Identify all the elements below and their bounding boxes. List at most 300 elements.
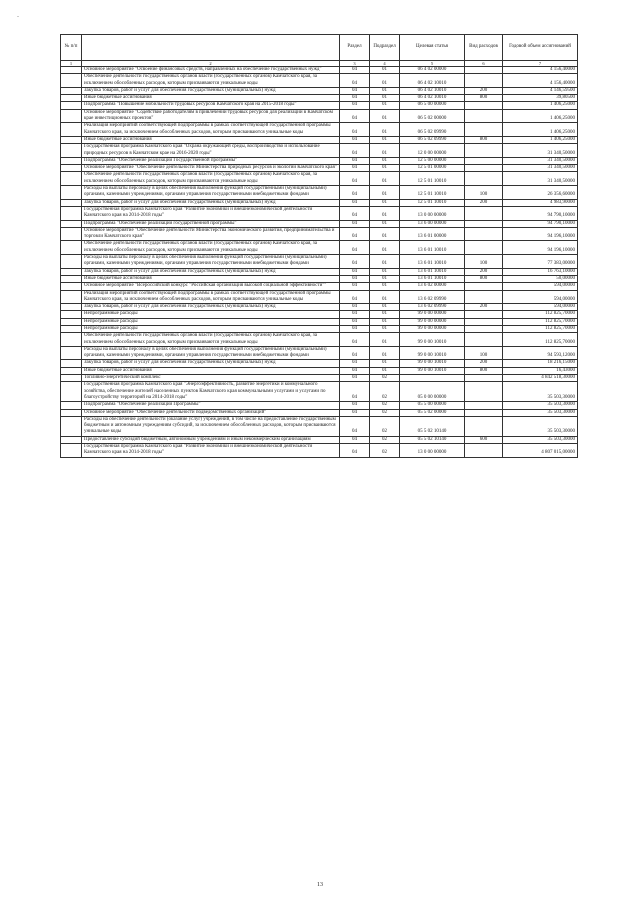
row-target-article-cell: 13 6 02 00000 <box>400 283 465 290</box>
table-row <box>61 165 578 172</box>
row-expense-type-cell <box>465 416 503 436</box>
table-row <box>61 325 578 332</box>
row-subsection-cell: 01 <box>370 144 400 158</box>
row-section-cell: 04 <box>340 268 370 275</box>
row-amount-cell: 35 503,30000 <box>503 382 578 402</box>
row-section-cell: 04 <box>340 318 370 325</box>
row-name-cell: Обеспечение деятельности государственных органов власти (государственных органов) Камчатского края, за исключением обособленных расходов, которым присваиваются уникальные коды <box>82 172 340 186</box>
row-subsection-cell: 01 <box>370 220 400 227</box>
row-number-cell <box>61 109 82 123</box>
row-target-article-cell: 13 0 00 00000 <box>400 444 465 458</box>
row-number-cell <box>61 283 82 290</box>
row-expense-type-cell <box>465 165 503 172</box>
row-name-cell: Государственная программа Камчатского края "Развитие экономики и внешнеэкономической деятельности Камчатского края на 2014-2018 годы" <box>82 206 340 220</box>
header-number: № п/п <box>61 35 82 61</box>
row-section-cell: 04 <box>340 290 370 304</box>
row-amount-cell: 4 146,59500 <box>503 87 578 94</box>
row-amount-cell: 94 593,12000 <box>503 346 578 360</box>
row-number-cell <box>61 290 82 304</box>
row-section-cell: 04 <box>340 87 370 94</box>
row-target-article-cell: 12 5 01 00000 <box>400 165 465 172</box>
row-subsection-cell: 01 <box>370 311 400 318</box>
row-section-cell: 04 <box>340 275 370 282</box>
row-amount-cell: 112 825,70000 <box>503 325 578 332</box>
row-amount-cell: 4 983,90000 <box>503 199 578 206</box>
row-expense-type-cell <box>465 283 503 290</box>
row-subsection-cell: 02 <box>370 409 400 416</box>
table-row <box>61 157 578 164</box>
table-row <box>61 436 578 443</box>
row-target-article-cell: 12 5 01 10010 <box>400 186 465 200</box>
header-annual-amount: Годовой объем ассигнований <box>503 35 578 61</box>
row-name-cell: Расходы на выплаты персоналу в целях обеспечения выполнения функций государственными (муниципальными) органами, казенными учреждениями, органами управления государственными внебюджетными фондами <box>82 346 340 360</box>
row-amount-cell: 31 340,50000 <box>503 157 578 164</box>
row-name-cell: Непрограммные расходы <box>82 318 340 325</box>
row-section-cell: 04 <box>340 227 370 241</box>
row-amount-cell: 35 503,30000 <box>503 436 578 443</box>
row-name-cell: Обеспечение деятельности государственных органов власти (государственных органов) Камчатского края, за исключением обособленных расходов, которым присваиваются уникальные коды <box>82 333 340 347</box>
row-section-cell: 04 <box>340 220 370 227</box>
row-number-cell <box>61 346 82 360</box>
row-subsection-cell: 01 <box>370 136 400 143</box>
row-amount-cell: 16,43000 <box>503 367 578 374</box>
row-number-cell <box>61 275 82 282</box>
row-number-cell <box>61 241 82 255</box>
row-expense-type-cell <box>465 241 503 255</box>
row-target-article-cell: 99 0 00 10010 <box>400 360 465 367</box>
row-number-cell <box>61 95 82 102</box>
row-number-cell <box>61 67 82 74</box>
row-amount-cell: 1 406,25000 <box>503 109 578 123</box>
row-subsection-cell: 01 <box>370 290 400 304</box>
row-number-cell <box>61 318 82 325</box>
row-subsection-cell: 01 <box>370 165 400 172</box>
row-section-cell: 04 <box>340 360 370 367</box>
row-name-cell: Закупка товаров, работ и услуг для обеспечения государственных (муниципальных) нужд <box>82 360 340 367</box>
row-section-cell: 04 <box>340 144 370 158</box>
row-target-article-cell: 06 5 02 09990 <box>400 123 465 137</box>
row-amount-cell: 4 156,40000 <box>503 67 578 74</box>
row-subsection-cell: 01 <box>370 87 400 94</box>
row-section-cell: 04 <box>340 402 370 409</box>
row-expense-type-cell: 800 <box>465 367 503 374</box>
row-name-cell: Предоставление субсидий бюджетным, автономным учреждениям и иным некоммерческим организациям <box>82 436 340 443</box>
table-row <box>61 220 578 227</box>
row-target-article-cell: 13 6 00 00000 <box>400 220 465 227</box>
row-name-cell: Реализация мероприятий соответствующей подпрограммы в рамках соответствующей государственной программы Камчатского края, за исключением обособленных расходов, которым присваиваются уникальные коды <box>82 123 340 137</box>
row-target-article-cell: 06 4 02 10010 <box>400 74 465 88</box>
table-row <box>61 241 578 255</box>
row-amount-cell: 94 790,10000 <box>503 206 578 220</box>
row-number-cell <box>61 333 82 347</box>
budget-table <box>60 34 578 458</box>
row-name-cell: Обеспечение деятельности государственных органов власти (государственных органов) Камчатского края, за исключением обособленных расходов, которым присваиваются уникальные коды <box>82 74 340 88</box>
column-number: 3 <box>340 61 370 67</box>
row-section-cell: 04 <box>340 165 370 172</box>
row-target-article-cell <box>400 375 465 382</box>
table-row <box>61 67 578 74</box>
row-subsection-cell: 01 <box>370 157 400 164</box>
row-amount-cell: 39,80500 <box>503 95 578 102</box>
row-number-cell <box>61 436 82 443</box>
table-row <box>61 102 578 109</box>
row-subsection-cell: 01 <box>370 333 400 347</box>
row-subsection-cell: 01 <box>370 109 400 123</box>
row-number-cell <box>61 409 82 416</box>
row-target-article-cell: 13 6 01 10010 <box>400 255 465 269</box>
row-expense-type-cell: 200 <box>465 268 503 275</box>
table-row <box>61 144 578 158</box>
row-target-article-cell: 13 6 01 00000 <box>400 227 465 241</box>
row-target-article-cell: 99 0 00 10010 <box>400 346 465 360</box>
row-amount-cell: 26 356,60000 <box>503 186 578 200</box>
page-mark: - <box>17 14 19 20</box>
row-subsection-cell: 01 <box>370 346 400 360</box>
row-number-cell <box>61 136 82 143</box>
header-subsection: Подраздел <box>370 35 400 61</box>
row-target-article-cell: 99 0 00 10010 <box>400 367 465 374</box>
row-target-article-cell: 06 5 00 00000 <box>400 102 465 109</box>
table-row <box>61 109 578 123</box>
row-section-cell: 04 <box>340 157 370 164</box>
header-expense-type: Вид расходов <box>465 35 503 61</box>
row-amount-cell: 18 216,15000 <box>503 360 578 367</box>
table-row <box>61 304 578 311</box>
table-row <box>61 382 578 402</box>
row-amount-cell: 77 383,00000 <box>503 255 578 269</box>
row-subsection-cell: 01 <box>370 123 400 137</box>
row-subsection-cell: 02 <box>370 382 400 402</box>
row-section-cell: 04 <box>340 304 370 311</box>
row-target-article-cell: 13 6 01 10010 <box>400 241 465 255</box>
row-name-cell: Основное мероприятие "Обеспечение деятельности Министерства экономического развития, предпринимательства и торговли Камчатского края" <box>82 227 340 241</box>
row-section-cell: 04 <box>340 172 370 186</box>
row-subsection-cell: 01 <box>370 367 400 374</box>
row-subsection-cell: 01 <box>370 268 400 275</box>
row-name-cell: Государственная программа Камчатского края "Энергоэффективность, развитие энергетики и коммунального хозяйства, обеспечение жителей населенных пунктов Камчатского края коммунальными услугами и услугами по благоустройству территорий на 2014-2018 годы" <box>82 382 340 402</box>
row-section-cell: 04 <box>340 346 370 360</box>
row-expense-type-cell <box>465 227 503 241</box>
row-expense-type-cell <box>465 318 503 325</box>
row-section-cell: 04 <box>340 102 370 109</box>
row-amount-cell: 31 340,50000 <box>503 144 578 158</box>
row-target-article-cell: 06 4 02 00000 <box>400 67 465 74</box>
row-expense-type-cell <box>465 311 503 318</box>
row-expense-type-cell <box>465 409 503 416</box>
row-expense-type-cell: 200 <box>465 199 503 206</box>
row-number-cell <box>61 255 82 269</box>
row-number-cell <box>61 416 82 436</box>
row-expense-type-cell: 100 <box>465 186 503 200</box>
header-section: Раздел <box>340 35 370 61</box>
row-expense-type-cell <box>465 375 503 382</box>
row-expense-type-cell <box>465 74 503 88</box>
row-target-article-cell: 05 5 02 10140 <box>400 416 465 436</box>
table-row <box>61 375 578 382</box>
table-row <box>61 318 578 325</box>
table-row <box>61 283 578 290</box>
row-number-cell <box>61 199 82 206</box>
row-name-cell: Государственная программа Камчатского края "Охрана окружающей среды, воспроизводство и использование природных ресурсов в Камчатском крае на 2016-2020 годы" <box>82 144 340 158</box>
row-section-cell: 04 <box>340 283 370 290</box>
row-name-cell: Обеспечение деятельности государственных органов власти (государственных органов) Камчатского края, за исключением обособленных расходов, которым присваиваются уникальные коды <box>82 241 340 255</box>
row-name-cell: Закупка товаров, работ и услуг для обеспечения государственных (муниципальных) нужд <box>82 268 340 275</box>
row-section-cell: 04 <box>340 67 370 74</box>
row-expense-type-cell <box>465 444 503 458</box>
row-expense-type-cell <box>465 402 503 409</box>
row-section-cell: 04 <box>340 136 370 143</box>
row-subsection-cell: 01 <box>370 241 400 255</box>
table-row <box>61 275 578 282</box>
table-row <box>61 255 578 269</box>
row-target-article-cell: 13 6 01 10010 <box>400 268 465 275</box>
row-expense-type-cell: 100 <box>465 255 503 269</box>
row-number-cell <box>61 102 82 109</box>
row-name-cell: Иные бюджетные ассигнования <box>82 95 340 102</box>
row-number-cell <box>61 157 82 164</box>
row-subsection-cell: 01 <box>370 102 400 109</box>
row-amount-cell: 112 825,70000 <box>503 318 578 325</box>
column-number: 7 <box>503 61 578 67</box>
row-name-cell: Подпрограмма "Повышение мобильности трудовых ресурсов Камчатского края на 2015-2018 годы" <box>82 102 340 109</box>
row-section-cell: 04 <box>340 186 370 200</box>
row-expense-type-cell <box>465 382 503 402</box>
row-number-cell <box>61 206 82 220</box>
row-expense-type-cell <box>465 157 503 164</box>
row-expense-type-cell <box>465 325 503 332</box>
row-target-article-cell: 12 5 01 10010 <box>400 172 465 186</box>
row-amount-cell: 112 825,70000 <box>503 333 578 347</box>
row-expense-type-cell <box>465 67 503 74</box>
row-subsection-cell: 01 <box>370 304 400 311</box>
row-expense-type-cell <box>465 123 503 137</box>
table-row <box>61 199 578 206</box>
row-subsection-cell: 01 <box>370 95 400 102</box>
row-subsection-cell: 02 <box>370 375 400 382</box>
row-number-cell <box>61 325 82 332</box>
row-section-cell: 04 <box>340 311 370 318</box>
row-target-article-cell: 12 0 00 00000 <box>400 144 465 158</box>
table-header-row <box>61 35 578 61</box>
table-row <box>61 416 578 436</box>
row-target-article-cell: 12 5 00 00000 <box>400 157 465 164</box>
row-section-cell: 04 <box>340 255 370 269</box>
row-section-cell: 04 <box>340 382 370 402</box>
row-subsection-cell: 01 <box>370 74 400 88</box>
table-row <box>61 346 578 360</box>
row-name-cell: Основное мероприятие "Освоение финансовых средств, направленных на обеспечение государственных нужд" <box>82 67 340 74</box>
table-row <box>61 444 578 458</box>
row-expense-type-cell <box>465 109 503 123</box>
row-subsection-cell: 01 <box>370 186 400 200</box>
row-section-cell: 04 <box>340 333 370 347</box>
row-target-article-cell: 06 4 02 10010 <box>400 87 465 94</box>
row-amount-cell: 31 340,50000 <box>503 172 578 186</box>
row-name-cell: Подпрограмма "Обеспечение реализации государственной программы" <box>82 220 340 227</box>
row-number-cell <box>61 375 82 382</box>
row-expense-type-cell: 100 <box>465 346 503 360</box>
row-subsection-cell: 01 <box>370 172 400 186</box>
row-number-cell <box>61 172 82 186</box>
row-expense-type-cell: 600 <box>465 436 503 443</box>
page-number: 13 <box>317 882 323 888</box>
table-row <box>61 186 578 200</box>
row-number-cell <box>61 360 82 367</box>
column-number: 1 <box>61 61 82 67</box>
row-number-cell <box>61 444 82 458</box>
row-expense-type-cell: 200 <box>465 87 503 94</box>
table-row <box>61 95 578 102</box>
column-number: 6 <box>465 61 503 67</box>
table-row <box>61 136 578 143</box>
row-amount-cell: 1 406,25000 <box>503 102 578 109</box>
row-amount-cell: 16 763,10000 <box>503 268 578 275</box>
row-number-cell <box>61 227 82 241</box>
row-amount-cell: 4 807 015,00000 <box>503 444 578 458</box>
row-target-article-cell: 06 5 02 09990 <box>400 136 465 143</box>
row-number-cell <box>61 74 82 88</box>
row-name-cell: Расходы на выплаты персоналу в целях обеспечения выполнения функций государственными (муниципальными) органами, казенными учреждениями, органами управления государственными внебюджетными фондами <box>82 255 340 269</box>
row-subsection-cell: 02 <box>370 416 400 436</box>
row-name-cell: Закупка товаров, работ и услуг для обеспечения государственных (муниципальных) нужд <box>82 304 340 311</box>
row-subsection-cell: 01 <box>370 199 400 206</box>
table-row <box>61 409 578 416</box>
row-amount-cell: 35 503,30000 <box>503 409 578 416</box>
row-expense-type-cell: 800 <box>465 95 503 102</box>
table-row <box>61 206 578 220</box>
row-name-cell: Основное мероприятие "Обеспечение деятельности подведомственных организаций" <box>82 409 340 416</box>
row-name-cell: Основное мероприятие "Обеспечение деятельности Министерства природных ресурсов и экологии Камчатского края" <box>82 165 340 172</box>
table-row <box>61 290 578 304</box>
row-name-cell: Расходы на обеспечение деятельности (оказание услуг) учреждений, в том числе на предоставление государственным бюджетным и автономным учреждениям субсидий, за исключением обособленных расходов, которым присваиваются уникальные коды <box>82 416 340 436</box>
row-section-cell: 04 <box>340 95 370 102</box>
row-target-article-cell: 99 0 00 00000 <box>400 311 465 318</box>
row-expense-type-cell <box>465 220 503 227</box>
row-name-cell: Реализация мероприятий соответствующей подпрограммы в рамках соответствующей государственной программы Камчатского края, за исключением обособленных расходов, которым присваиваются уникальные коды <box>82 290 340 304</box>
row-subsection-cell: 01 <box>370 227 400 241</box>
row-target-article-cell: 06 4 02 10010 <box>400 95 465 102</box>
row-target-article-cell: 13 6 02 09990 <box>400 304 465 311</box>
row-number-cell <box>61 220 82 227</box>
row-number-cell <box>61 402 82 409</box>
row-amount-cell: 1 406,25000 <box>503 123 578 137</box>
row-section-cell: 04 <box>340 375 370 382</box>
row-section-cell: 04 <box>340 367 370 374</box>
row-section-cell: 04 <box>340 109 370 123</box>
row-section-cell: 04 <box>340 74 370 88</box>
table-row <box>61 367 578 374</box>
row-section-cell: 04 <box>340 325 370 332</box>
row-amount-cell: 94 196,10000 <box>503 241 578 255</box>
row-target-article-cell: 99 0 00 00000 <box>400 318 465 325</box>
row-name-cell: Иные бюджетные ассигнования <box>82 367 340 374</box>
row-number-cell <box>61 311 82 318</box>
column-number: 2 <box>82 61 340 67</box>
row-target-article-cell: 99 0 00 10010 <box>400 333 465 347</box>
row-target-article-cell: 05 5 00 00000 <box>400 402 465 409</box>
row-amount-cell: 4 156,40000 <box>503 74 578 88</box>
row-name-cell: Государственная программа Камчатского края "Развитие экономики и внешнеэкономической деятельности Камчатского края на 2014-2018 годы" <box>82 444 340 458</box>
row-target-article-cell: 13 6 02 09990 <box>400 290 465 304</box>
table-row <box>61 74 578 88</box>
row-section-cell: 04 <box>340 409 370 416</box>
table-row <box>61 87 578 94</box>
table-row <box>61 123 578 137</box>
row-amount-cell: 1 406,25000 <box>503 136 578 143</box>
row-number-cell <box>61 382 82 402</box>
row-number-cell <box>61 186 82 200</box>
row-subsection-cell: 02 <box>370 436 400 443</box>
row-expense-type-cell <box>465 333 503 347</box>
row-expense-type-cell <box>465 144 503 158</box>
table-row <box>61 360 578 367</box>
row-expense-type-cell: 800 <box>465 275 503 282</box>
row-name-cell: Основное мероприятие "Содействие работодателям в привлечении трудовых ресурсов для реализации в Камчатском крае инвестиционных проектов" <box>82 109 340 123</box>
row-number-cell <box>61 123 82 137</box>
row-expense-type-cell <box>465 102 503 109</box>
row-amount-cell: 50,00000 <box>503 275 578 282</box>
row-section-cell: 04 <box>340 199 370 206</box>
column-number: 5 <box>400 61 465 67</box>
row-amount-cell: 594,00000 <box>503 304 578 311</box>
table-row <box>61 402 578 409</box>
row-name-cell: Подпрограмма "Обеспечение реализации Программы" <box>82 402 340 409</box>
row-name-cell: Закупка товаров, работ и услуг для обеспечения государственных (муниципальных) нужд <box>82 87 340 94</box>
row-section-cell: 04 <box>340 206 370 220</box>
row-amount-cell: 35 503,30000 <box>503 402 578 409</box>
row-target-article-cell: 12 5 01 10010 <box>400 199 465 206</box>
row-target-article-cell: 06 5 02 00000 <box>400 109 465 123</box>
table-row <box>61 172 578 186</box>
row-section-cell: 04 <box>340 436 370 443</box>
row-target-article-cell: 05 5 02 10140 <box>400 436 465 443</box>
row-subsection-cell: 01 <box>370 67 400 74</box>
table-row <box>61 333 578 347</box>
row-section-cell: 04 <box>340 444 370 458</box>
row-expense-type-cell: 800 <box>465 136 503 143</box>
row-subsection-cell: 01 <box>370 255 400 269</box>
row-expense-type-cell: 200 <box>465 304 503 311</box>
row-amount-cell: 594,00000 <box>503 290 578 304</box>
row-subsection-cell: 02 <box>370 444 400 458</box>
table-body <box>61 67 578 458</box>
row-number-cell <box>61 144 82 158</box>
row-number-cell <box>61 268 82 275</box>
table-row <box>61 311 578 318</box>
row-name-cell: Закупка товаров, работ и услуг для обеспечения государственных (муниципальных) нужд <box>82 199 340 206</box>
row-expense-type-cell <box>465 206 503 220</box>
row-amount-cell: 112 825,70000 <box>503 311 578 318</box>
row-subsection-cell: 01 <box>370 360 400 367</box>
row-amount-cell: 4 842 518,30000 <box>503 375 578 382</box>
row-section-cell: 04 <box>340 123 370 137</box>
row-amount-cell: 31 340,50000 <box>503 165 578 172</box>
row-subsection-cell: 02 <box>370 402 400 409</box>
row-section-cell: 04 <box>340 416 370 436</box>
row-number-cell <box>61 304 82 311</box>
row-expense-type-cell: 200 <box>465 360 503 367</box>
row-target-article-cell: 13 0 00 00000 <box>400 206 465 220</box>
header-target-article: Целевая статья <box>400 35 465 61</box>
row-amount-cell: 94 196,10000 <box>503 227 578 241</box>
row-name-cell: Иные бюджетные ассигнования <box>82 136 340 143</box>
row-name-cell: Непрограммные расходы <box>82 325 340 332</box>
row-amount-cell: 94 790,10000 <box>503 220 578 227</box>
row-subsection-cell: 01 <box>370 275 400 282</box>
row-number-cell <box>61 165 82 172</box>
row-target-article-cell: 13 6 01 10010 <box>400 275 465 282</box>
row-name-cell: Расходы на выплаты персоналу в целях обеспечения выполнения функций государственными (муниципальными) органами, казенными учреждениями, органами управления государственными внебюджетными фондами <box>82 186 340 200</box>
